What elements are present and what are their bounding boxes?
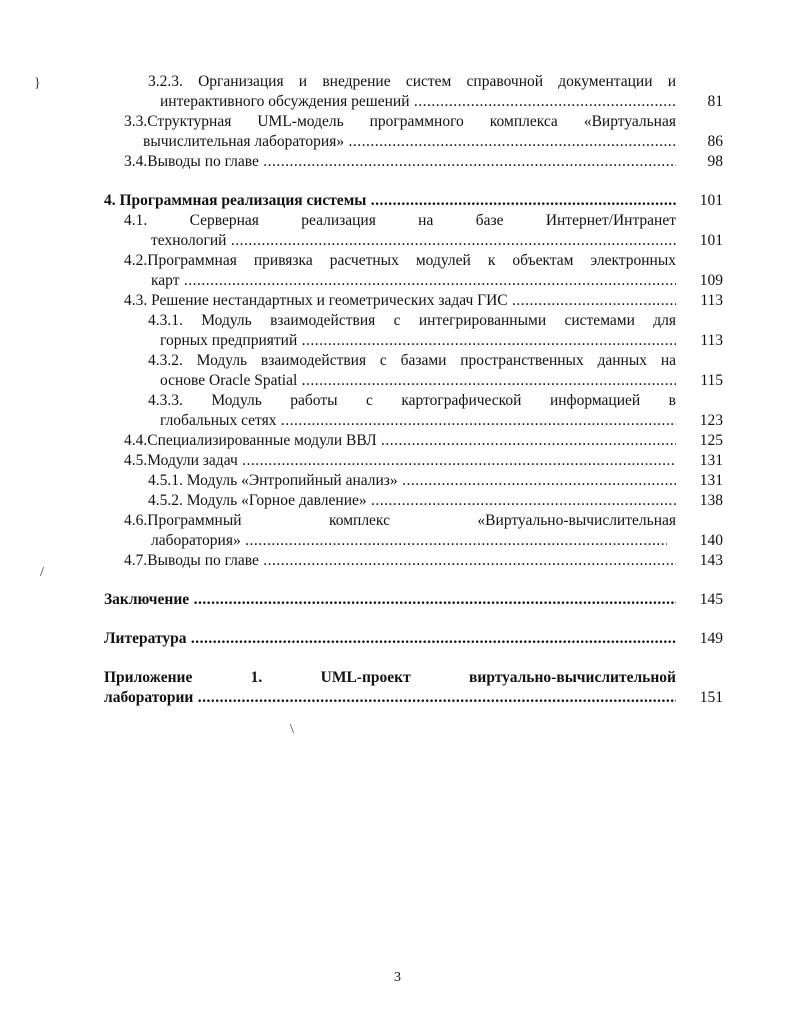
toc-entry-title-end: карт ..... <box>151 271 676 291</box>
toc-entry-references <box>0 629 795 649</box>
toc-page-number: 138 <box>699 492 723 509</box>
toc-page-number: 123 <box>699 412 723 429</box>
toc-page-number: 101 <box>699 192 723 209</box>
toc-entry-4-3 <box>0 291 795 311</box>
toc-entry-title: 3.3.Структурная UML-модель программного комплекса «Виртуальная <box>124 113 676 130</box>
toc-entry-4-5 <box>0 451 795 471</box>
toc-entry-title-end: интерактивного обсуждения решений ..... <box>160 92 676 112</box>
toc-page-number: 109 <box>699 272 723 289</box>
toc-page-number: 131 <box>699 452 723 469</box>
toc-page-number: 113 <box>700 292 723 309</box>
page-number: 3 <box>394 970 401 985</box>
toc-page-number: 149 <box>699 630 723 647</box>
toc-page-number: 86 <box>707 133 723 150</box>
margin-mark-backslash: \ <box>290 722 294 737</box>
margin-mark-brace: } <box>34 76 41 91</box>
table-of-contents <box>0 72 795 708</box>
toc-entry-title: 4.5.Модули задач ..... <box>124 451 676 471</box>
toc-page-number: 145 <box>699 591 723 608</box>
toc-entry-chapter-4 <box>0 191 795 211</box>
toc-entry-4-7 <box>0 551 795 571</box>
toc-page-number: 98 <box>707 153 723 170</box>
toc-entry-4-2 <box>0 251 795 291</box>
toc-page-number: 131 <box>699 472 723 489</box>
toc-entry-title: 4.6.Программный комплекс «Виртуально-вычислительная <box>124 512 676 529</box>
toc-page-number: 101 <box>699 232 723 249</box>
toc-page-number: 143 <box>699 552 723 569</box>
toc-entry-3-4 <box>0 152 795 172</box>
toc-entry-title-end: технологий ..... <box>151 231 676 251</box>
toc-entry-title-end: горных предприятий ..... <box>160 331 676 351</box>
toc-page-number: 113 <box>700 332 723 349</box>
toc-page-number: 115 <box>700 372 723 389</box>
toc-entry-3-2-3 <box>0 72 795 112</box>
toc-entry-title: 3.4.Выводы по главе ..... <box>124 152 676 172</box>
toc-entry-conclusion <box>0 590 795 610</box>
toc-entry-title: 4.5.2. Модуль «Горное давление» ..... <box>148 491 676 511</box>
toc-entry-title: Приложение 1. UML-проект виртуально-вычислительной <box>104 669 676 686</box>
toc-entry-title: 3.2.3. Организация и внедрение систем справочной документации и <box>148 73 676 90</box>
toc-entry-4-6 <box>0 511 795 551</box>
toc-entry-title: 4.3. Решение нестандартных и геометрических задач ГИС ..... <box>124 291 676 311</box>
toc-entry-title: 4.3.1. Модуль взаимодействия с интегрированными системами для <box>148 312 676 329</box>
margin-mark-slash: / <box>40 565 44 580</box>
toc-entry-title: 4.2.Программная привязка расчетных модулей к объектам электронных <box>124 252 676 269</box>
toc-entry-title-end: лаборатория» ..... <box>151 531 667 551</box>
toc-entry-title: Заключение ..... <box>104 590 676 610</box>
toc-entry-title-end: лаборатории ..... <box>104 688 676 708</box>
toc-entry-appendix-1 <box>0 668 795 708</box>
toc-entry-title-end: основе Oracle Spatial ..... <box>160 371 676 391</box>
toc-page-number: 151 <box>699 689 723 706</box>
toc-entry-title: 4.3.2. Модуль взаимодействия с базами пространственных данных на <box>148 352 676 369</box>
toc-entry-title-end: вычислительная лаборатория» ..... <box>143 132 676 152</box>
toc-page-number: 125 <box>699 432 723 449</box>
toc-entry-title: 4.5.1. Модуль «Энтропийный анализ» ..... <box>148 471 676 491</box>
toc-entry-title: 4.3.3. Модуль работы с картографической информацией в <box>148 392 676 409</box>
toc-entry-4-5-2 <box>0 491 795 511</box>
toc-entry-title: 4.1. Серверная реализация на базе Интернет/Интранет <box>124 212 676 229</box>
toc-entry-4-5-1 <box>0 471 795 491</box>
toc-entry-4-3-3 <box>0 391 795 431</box>
toc-entry-title: Литература ..... <box>104 629 676 649</box>
toc-entry-4-3-2 <box>0 351 795 391</box>
toc-entry-4-4 <box>0 431 795 451</box>
toc-entry-title: 4. Программная реализация системы ..... <box>104 191 676 211</box>
toc-entry-title: 4.7.Выводы по главе ..... <box>124 551 676 571</box>
toc-entry-title: 4.4.Специализированные модули ВВЛ ..... <box>124 431 676 451</box>
toc-entry-4-1 <box>0 211 795 251</box>
toc-entry-title-end: глобальных сетях ..... <box>160 411 676 431</box>
toc-page-number: 81 <box>707 93 723 110</box>
toc-page-number: 140 <box>699 532 723 549</box>
toc-entry-3-3 <box>0 112 795 152</box>
toc-entry-4-3-1 <box>0 311 795 351</box>
